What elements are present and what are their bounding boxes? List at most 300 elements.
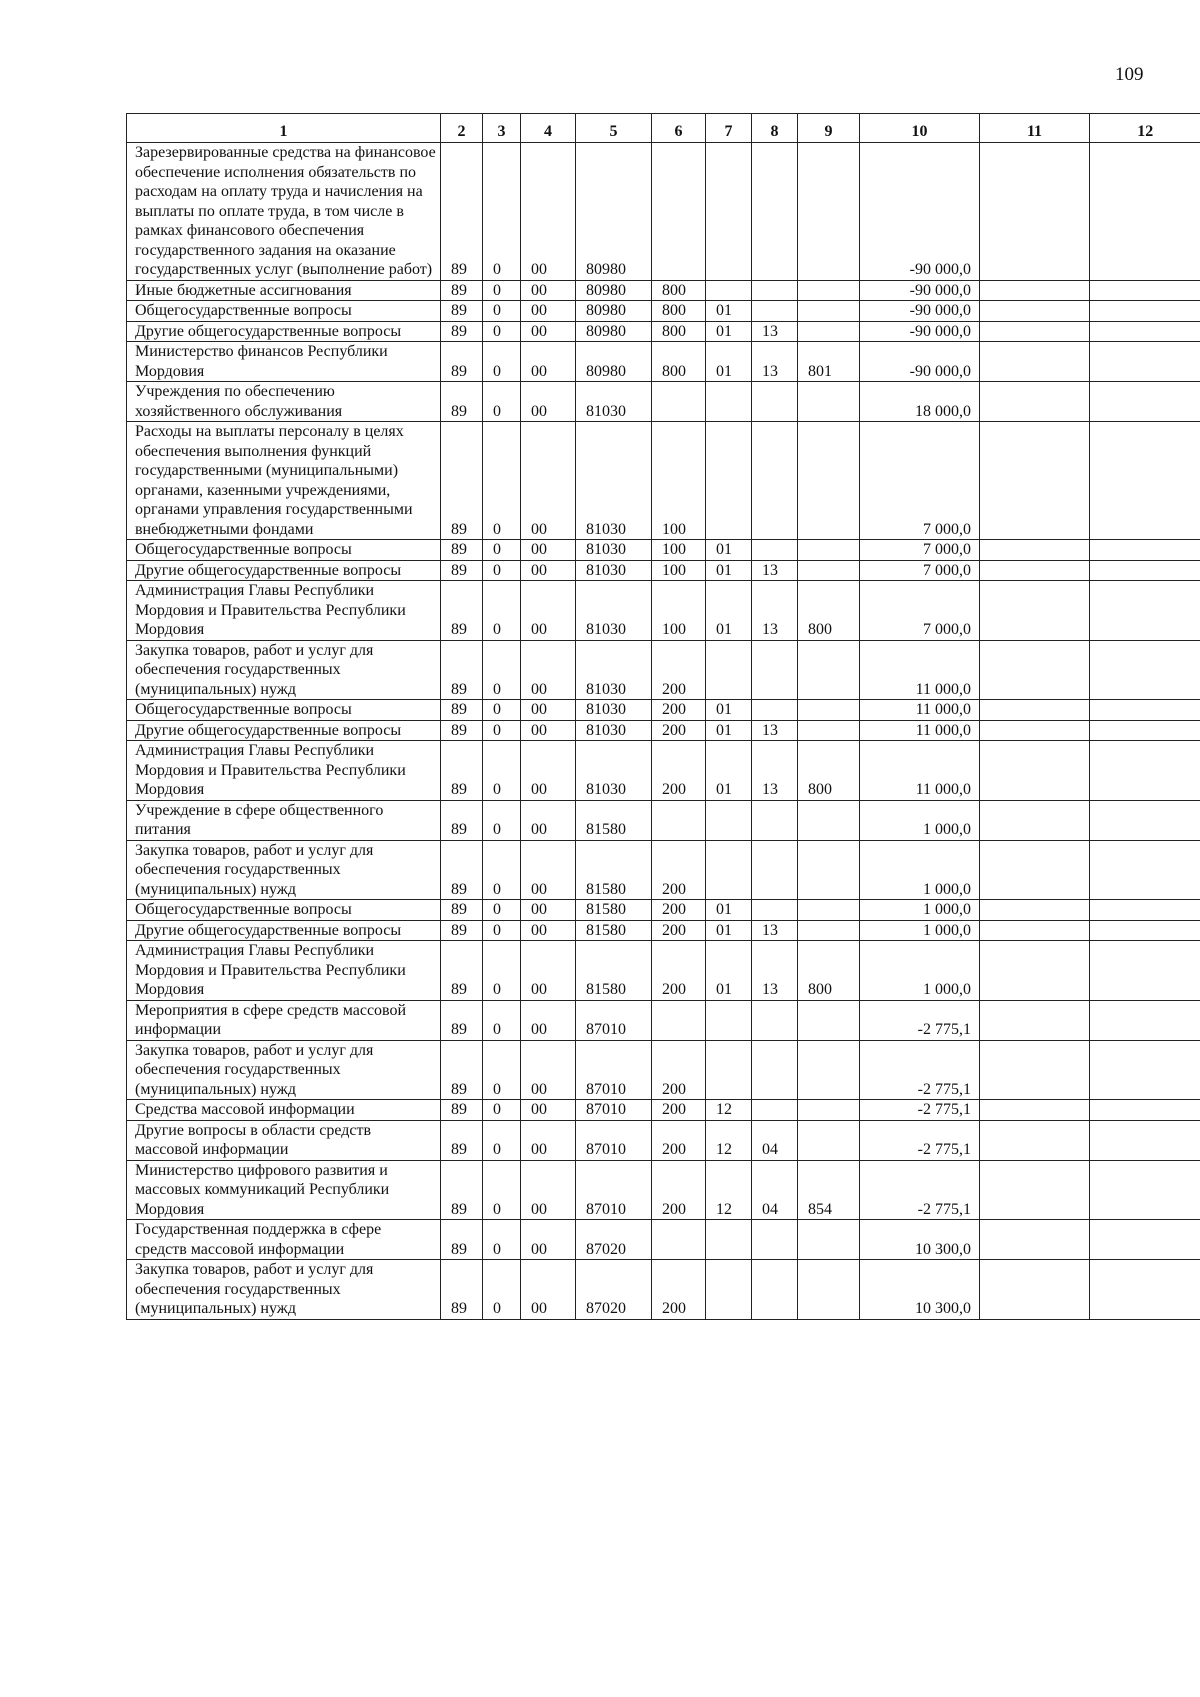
row-code-c3: 0 bbox=[483, 581, 521, 641]
row-code-c3: 0 bbox=[483, 540, 521, 561]
row-code-c4: 00 bbox=[521, 900, 576, 921]
row-amount: 1 000,0 bbox=[860, 920, 980, 941]
row-amount: 10 300,0 bbox=[860, 1220, 980, 1260]
row-code-c5: 80980 bbox=[576, 143, 652, 281]
row-amount: 7 000,0 bbox=[860, 422, 980, 540]
row-code-c3: 0 bbox=[483, 321, 521, 342]
row-code-c6 bbox=[652, 382, 706, 422]
row-empty-c11 bbox=[980, 1120, 1090, 1160]
row-code-c9 bbox=[798, 800, 860, 840]
table-row bbox=[127, 301, 1200, 322]
row-code-c4: 00 bbox=[521, 700, 576, 721]
row-code-c6: 100 bbox=[652, 422, 706, 540]
row-code-c2: 89 bbox=[441, 741, 483, 801]
table-row bbox=[127, 941, 1200, 1001]
row-code-c4: 00 bbox=[521, 1100, 576, 1121]
row-code-c9 bbox=[798, 840, 860, 900]
row-empty-c12 bbox=[1090, 640, 1200, 700]
row-name: Общегосударственные вопросы bbox=[127, 700, 441, 721]
row-name: Средства массовой информации bbox=[127, 1100, 441, 1121]
row-code-c9 bbox=[798, 1000, 860, 1040]
row-code-c3: 0 bbox=[483, 1220, 521, 1260]
row-code-c4: 00 bbox=[521, 581, 576, 641]
row-code-c8 bbox=[752, 900, 798, 921]
row-code-c8: 13 bbox=[752, 920, 798, 941]
row-code-c2: 89 bbox=[441, 800, 483, 840]
row-code-c5: 87010 bbox=[576, 1160, 652, 1220]
row-empty-c11 bbox=[980, 741, 1090, 801]
row-code-c3: 0 bbox=[483, 280, 521, 301]
row-empty-c11 bbox=[980, 1220, 1090, 1260]
row-code-c6: 200 bbox=[652, 640, 706, 700]
row-empty-c12 bbox=[1090, 741, 1200, 801]
row-code-c4: 00 bbox=[521, 342, 576, 382]
row-name: Мероприятия в сфере средств массовой информации bbox=[127, 1000, 441, 1040]
row-amount: 11 000,0 bbox=[860, 700, 980, 721]
row-amount: -90 000,0 bbox=[860, 301, 980, 322]
row-code-c8 bbox=[752, 800, 798, 840]
row-code-c8 bbox=[752, 301, 798, 322]
row-code-c9 bbox=[798, 920, 860, 941]
row-code-c3: 0 bbox=[483, 900, 521, 921]
row-code-c5: 81030 bbox=[576, 382, 652, 422]
row-code-c5: 87010 bbox=[576, 1100, 652, 1121]
row-code-c6: 200 bbox=[652, 900, 706, 921]
row-amount: -90 000,0 bbox=[860, 321, 980, 342]
row-empty-c12 bbox=[1090, 382, 1200, 422]
row-code-c6: 800 bbox=[652, 321, 706, 342]
header-row bbox=[127, 114, 1200, 143]
table-row bbox=[127, 1100, 1200, 1121]
row-code-c4: 00 bbox=[521, 382, 576, 422]
row-name: Администрация Главы Республики Мордовия и Правительства Республики Мордовия bbox=[127, 941, 441, 1001]
row-empty-c11 bbox=[980, 941, 1090, 1001]
row-empty-c11 bbox=[980, 321, 1090, 342]
row-code-c4: 00 bbox=[521, 941, 576, 1001]
row-code-c5: 81030 bbox=[576, 422, 652, 540]
page-number: 109 bbox=[1115, 64, 1144, 85]
row-code-c8: 13 bbox=[752, 941, 798, 1001]
row-code-c5: 80980 bbox=[576, 342, 652, 382]
row-code-c5: 81580 bbox=[576, 840, 652, 900]
row-code-c3: 0 bbox=[483, 741, 521, 801]
row-code-c9: 800 bbox=[798, 581, 860, 641]
row-amount: -2 775,1 bbox=[860, 1000, 980, 1040]
row-code-c3: 0 bbox=[483, 422, 521, 540]
row-code-c6: 200 bbox=[652, 920, 706, 941]
row-code-c6: 200 bbox=[652, 1100, 706, 1121]
row-code-c8 bbox=[752, 143, 798, 281]
row-code-c2: 89 bbox=[441, 560, 483, 581]
row-code-c7: 01 bbox=[706, 540, 752, 561]
table-row bbox=[127, 640, 1200, 700]
row-code-c5: 81030 bbox=[576, 581, 652, 641]
row-code-c6: 200 bbox=[652, 1160, 706, 1220]
row-name: Другие общегосударственные вопросы bbox=[127, 920, 441, 941]
row-code-c5: 80980 bbox=[576, 301, 652, 322]
row-empty-c12 bbox=[1090, 941, 1200, 1001]
row-code-c8 bbox=[752, 422, 798, 540]
table-row bbox=[127, 920, 1200, 941]
row-amount: 7 000,0 bbox=[860, 540, 980, 561]
row-code-c2: 89 bbox=[441, 581, 483, 641]
row-empty-c12 bbox=[1090, 342, 1200, 382]
row-code-c7: 01 bbox=[706, 700, 752, 721]
row-code-c4: 00 bbox=[521, 800, 576, 840]
row-code-c5: 87010 bbox=[576, 1000, 652, 1040]
row-code-c8 bbox=[752, 700, 798, 721]
row-amount: 10 300,0 bbox=[860, 1260, 980, 1320]
table-row bbox=[127, 700, 1200, 721]
table-row bbox=[127, 840, 1200, 900]
row-code-c3: 0 bbox=[483, 1120, 521, 1160]
row-code-c5: 81030 bbox=[576, 720, 652, 741]
row-code-c2: 89 bbox=[441, 1220, 483, 1260]
column-header: 4 bbox=[521, 114, 576, 143]
row-code-c4: 00 bbox=[521, 741, 576, 801]
row-empty-c12 bbox=[1090, 700, 1200, 721]
row-name: Расходы на выплаты персоналу в целях обеспечения выполнения функций государственными (муниципальными) органами, казенными учреждениями, органами управления государственными внебюджетными фондами bbox=[127, 422, 441, 540]
row-code-c7 bbox=[706, 1220, 752, 1260]
row-code-c8: 13 bbox=[752, 741, 798, 801]
row-empty-c12 bbox=[1090, 1260, 1200, 1320]
row-code-c6: 100 bbox=[652, 560, 706, 581]
row-code-c2: 89 bbox=[441, 540, 483, 561]
row-code-c6: 800 bbox=[652, 280, 706, 301]
row-code-c4: 00 bbox=[521, 1120, 576, 1160]
row-code-c4: 00 bbox=[521, 840, 576, 900]
row-code-c8: 13 bbox=[752, 720, 798, 741]
row-code-c8 bbox=[752, 640, 798, 700]
row-code-c3: 0 bbox=[483, 840, 521, 900]
column-header: 3 bbox=[483, 114, 521, 143]
table-row bbox=[127, 1040, 1200, 1100]
row-code-c5: 81580 bbox=[576, 920, 652, 941]
row-code-c4: 00 bbox=[521, 1000, 576, 1040]
row-code-c6: 200 bbox=[652, 1260, 706, 1320]
row-empty-c11 bbox=[980, 1040, 1090, 1100]
row-empty-c12 bbox=[1090, 560, 1200, 581]
row-code-c4: 00 bbox=[521, 1220, 576, 1260]
table-row bbox=[127, 280, 1200, 301]
row-code-c9 bbox=[798, 382, 860, 422]
row-code-c3: 0 bbox=[483, 1040, 521, 1100]
row-code-c7: 01 bbox=[706, 301, 752, 322]
column-header: 1 bbox=[127, 114, 441, 143]
row-code-c2: 89 bbox=[441, 1040, 483, 1100]
row-code-c7: 01 bbox=[706, 342, 752, 382]
row-empty-c11 bbox=[980, 840, 1090, 900]
row-code-c3: 0 bbox=[483, 640, 521, 700]
row-name: Общегосударственные вопросы bbox=[127, 540, 441, 561]
row-code-c9 bbox=[798, 560, 860, 581]
column-header: 10 bbox=[860, 114, 980, 143]
row-code-c2: 89 bbox=[441, 301, 483, 322]
row-empty-c11 bbox=[980, 342, 1090, 382]
row-code-c9 bbox=[798, 143, 860, 281]
row-code-c4: 00 bbox=[521, 143, 576, 281]
row-name: Министерство цифрового развития и массовых коммуникаций Республики Мордовия bbox=[127, 1160, 441, 1220]
row-empty-c12 bbox=[1090, 1120, 1200, 1160]
row-name: Учреждения по обеспечению хозяйственного обслуживания bbox=[127, 382, 441, 422]
row-code-c2: 89 bbox=[441, 900, 483, 921]
row-amount: 1 000,0 bbox=[860, 900, 980, 921]
row-empty-c11 bbox=[980, 1260, 1090, 1320]
row-code-c7 bbox=[706, 143, 752, 281]
row-code-c6: 100 bbox=[652, 540, 706, 561]
row-code-c4: 00 bbox=[521, 1040, 576, 1100]
row-amount: -2 775,1 bbox=[860, 1100, 980, 1121]
row-code-c7 bbox=[706, 280, 752, 301]
row-code-c2: 89 bbox=[441, 920, 483, 941]
row-code-c3: 0 bbox=[483, 342, 521, 382]
table-row bbox=[127, 1220, 1200, 1260]
table-row bbox=[127, 741, 1200, 801]
row-code-c6: 800 bbox=[652, 342, 706, 382]
table-row bbox=[127, 382, 1200, 422]
row-code-c3: 0 bbox=[483, 560, 521, 581]
row-empty-c12 bbox=[1090, 1040, 1200, 1100]
row-code-c7: 01 bbox=[706, 941, 752, 1001]
budget-table bbox=[126, 113, 1200, 1320]
row-code-c6: 200 bbox=[652, 741, 706, 801]
row-name: Закупка товаров, работ и услуг для обеспечения государственных (муниципальных) нужд bbox=[127, 1040, 441, 1100]
row-name: Учреждение в сфере общественного питания bbox=[127, 800, 441, 840]
row-code-c6 bbox=[652, 143, 706, 281]
row-code-c7 bbox=[706, 640, 752, 700]
row-code-c5: 81030 bbox=[576, 560, 652, 581]
row-name: Закупка товаров, работ и услуг для обеспечения государственных (муниципальных) нужд bbox=[127, 640, 441, 700]
row-code-c9 bbox=[798, 700, 860, 721]
row-code-c6: 100 bbox=[652, 581, 706, 641]
column-header: 9 bbox=[798, 114, 860, 143]
table-row bbox=[127, 422, 1200, 540]
row-code-c5: 87010 bbox=[576, 1120, 652, 1160]
row-code-c2: 89 bbox=[441, 941, 483, 1001]
row-code-c5: 87020 bbox=[576, 1220, 652, 1260]
row-empty-c12 bbox=[1090, 422, 1200, 540]
row-empty-c12 bbox=[1090, 920, 1200, 941]
row-amount: 11 000,0 bbox=[860, 741, 980, 801]
row-amount: -2 775,1 bbox=[860, 1040, 980, 1100]
row-code-c8 bbox=[752, 1100, 798, 1121]
row-empty-c11 bbox=[980, 640, 1090, 700]
row-code-c5: 81030 bbox=[576, 700, 652, 721]
row-code-c6: 200 bbox=[652, 941, 706, 1001]
row-code-c4: 00 bbox=[521, 720, 576, 741]
row-amount: -90 000,0 bbox=[860, 280, 980, 301]
row-amount: -2 775,1 bbox=[860, 1120, 980, 1160]
row-code-c5: 80980 bbox=[576, 321, 652, 342]
row-empty-c11 bbox=[980, 720, 1090, 741]
row-code-c3: 0 bbox=[483, 1000, 521, 1040]
row-empty-c11 bbox=[980, 920, 1090, 941]
table-row bbox=[127, 1000, 1200, 1040]
row-name: Иные бюджетные ассигнования bbox=[127, 280, 441, 301]
row-code-c6: 200 bbox=[652, 720, 706, 741]
row-empty-c11 bbox=[980, 800, 1090, 840]
row-empty-c12 bbox=[1090, 540, 1200, 561]
row-empty-c12 bbox=[1090, 840, 1200, 900]
column-header: 5 bbox=[576, 114, 652, 143]
row-name: Другие общегосударственные вопросы bbox=[127, 560, 441, 581]
row-empty-c11 bbox=[980, 301, 1090, 322]
row-name: Министерство финансов Республики Мордовия bbox=[127, 342, 441, 382]
row-code-c4: 00 bbox=[521, 540, 576, 561]
row-code-c9 bbox=[798, 900, 860, 921]
table-row bbox=[127, 1160, 1200, 1220]
row-code-c4: 00 bbox=[521, 640, 576, 700]
row-code-c8: 04 bbox=[752, 1120, 798, 1160]
row-code-c4: 00 bbox=[521, 422, 576, 540]
row-code-c2: 89 bbox=[441, 280, 483, 301]
row-code-c3: 0 bbox=[483, 1100, 521, 1121]
row-code-c9 bbox=[798, 301, 860, 322]
row-code-c7 bbox=[706, 382, 752, 422]
row-code-c2: 89 bbox=[441, 1120, 483, 1160]
table-row bbox=[127, 540, 1200, 561]
row-code-c2: 89 bbox=[441, 342, 483, 382]
table-row bbox=[127, 1260, 1200, 1320]
row-code-c2: 89 bbox=[441, 1160, 483, 1220]
table-row bbox=[127, 581, 1200, 641]
row-amount: -2 775,1 bbox=[860, 1160, 980, 1220]
row-amount: 11 000,0 bbox=[860, 640, 980, 700]
row-code-c9 bbox=[798, 540, 860, 561]
row-code-c8 bbox=[752, 1040, 798, 1100]
row-code-c8 bbox=[752, 840, 798, 900]
row-code-c9 bbox=[798, 1220, 860, 1260]
row-code-c4: 00 bbox=[521, 1160, 576, 1220]
row-code-c5: 81030 bbox=[576, 540, 652, 561]
row-code-c8: 13 bbox=[752, 560, 798, 581]
row-code-c3: 0 bbox=[483, 1160, 521, 1220]
row-empty-c11 bbox=[980, 1160, 1090, 1220]
table-row bbox=[127, 900, 1200, 921]
column-header: 7 bbox=[706, 114, 752, 143]
row-amount: 7 000,0 bbox=[860, 560, 980, 581]
row-name: Другие общегосударственные вопросы bbox=[127, 321, 441, 342]
row-name: Государственная поддержка в сфере средств массовой информации bbox=[127, 1220, 441, 1260]
row-code-c2: 89 bbox=[441, 143, 483, 281]
row-code-c3: 0 bbox=[483, 800, 521, 840]
row-amount: 1 000,0 bbox=[860, 941, 980, 1001]
row-code-c9 bbox=[798, 422, 860, 540]
row-code-c9: 854 bbox=[798, 1160, 860, 1220]
row-code-c4: 00 bbox=[521, 321, 576, 342]
table-row bbox=[127, 321, 1200, 342]
row-code-c8 bbox=[752, 540, 798, 561]
row-code-c7: 12 bbox=[706, 1100, 752, 1121]
row-code-c5: 81030 bbox=[576, 741, 652, 801]
table-row bbox=[127, 560, 1200, 581]
row-code-c7: 01 bbox=[706, 920, 752, 941]
table-row bbox=[127, 720, 1200, 741]
row-code-c9: 800 bbox=[798, 941, 860, 1001]
row-code-c7: 12 bbox=[706, 1160, 752, 1220]
table-body bbox=[127, 143, 1200, 1320]
row-empty-c12 bbox=[1090, 1000, 1200, 1040]
row-name: Администрация Главы Республики Мордовия и Правительства Республики Мордовия bbox=[127, 581, 441, 641]
row-empty-c11 bbox=[980, 581, 1090, 641]
row-code-c2: 89 bbox=[441, 321, 483, 342]
row-empty-c12 bbox=[1090, 301, 1200, 322]
row-code-c5: 87010 bbox=[576, 1040, 652, 1100]
table-row bbox=[127, 1120, 1200, 1160]
row-code-c7 bbox=[706, 1260, 752, 1320]
row-code-c7 bbox=[706, 1000, 752, 1040]
column-header: 12 bbox=[1090, 114, 1200, 143]
row-code-c8: 13 bbox=[752, 342, 798, 382]
row-code-c5: 81580 bbox=[576, 941, 652, 1001]
row-amount: 1 000,0 bbox=[860, 840, 980, 900]
row-code-c6: 200 bbox=[652, 700, 706, 721]
row-code-c9 bbox=[798, 1120, 860, 1160]
row-amount: -90 000,0 bbox=[860, 143, 980, 281]
row-code-c7: 01 bbox=[706, 560, 752, 581]
row-empty-c12 bbox=[1090, 900, 1200, 921]
row-code-c9 bbox=[798, 1040, 860, 1100]
row-code-c7: 01 bbox=[706, 581, 752, 641]
row-empty-c12 bbox=[1090, 581, 1200, 641]
row-code-c3: 0 bbox=[483, 382, 521, 422]
row-empty-c12 bbox=[1090, 1220, 1200, 1260]
row-code-c6: 800 bbox=[652, 301, 706, 322]
row-code-c7: 01 bbox=[706, 720, 752, 741]
row-amount: 18 000,0 bbox=[860, 382, 980, 422]
row-code-c3: 0 bbox=[483, 301, 521, 322]
column-header: 8 bbox=[752, 114, 798, 143]
row-code-c3: 0 bbox=[483, 700, 521, 721]
row-empty-c11 bbox=[980, 540, 1090, 561]
row-code-c8 bbox=[752, 1220, 798, 1260]
row-empty-c12 bbox=[1090, 1160, 1200, 1220]
row-name: Администрация Главы Республики Мордовия и Правительства Республики Мордовия bbox=[127, 741, 441, 801]
row-code-c9 bbox=[798, 1260, 860, 1320]
row-empty-c11 bbox=[980, 382, 1090, 422]
row-code-c8: 13 bbox=[752, 321, 798, 342]
row-code-c7 bbox=[706, 422, 752, 540]
row-name: Общегосударственные вопросы bbox=[127, 900, 441, 921]
row-code-c2: 89 bbox=[441, 720, 483, 741]
column-header: 6 bbox=[652, 114, 706, 143]
row-code-c9 bbox=[798, 321, 860, 342]
row-code-c5: 81580 bbox=[576, 800, 652, 840]
row-code-c8 bbox=[752, 1260, 798, 1320]
row-empty-c11 bbox=[980, 560, 1090, 581]
row-code-c8: 04 bbox=[752, 1160, 798, 1220]
row-code-c4: 00 bbox=[521, 920, 576, 941]
row-code-c6: 200 bbox=[652, 840, 706, 900]
row-empty-c12 bbox=[1090, 143, 1200, 281]
row-code-c9 bbox=[798, 1100, 860, 1121]
row-empty-c12 bbox=[1090, 1100, 1200, 1121]
row-empty-c11 bbox=[980, 1100, 1090, 1121]
row-amount: 1 000,0 bbox=[860, 800, 980, 840]
row-code-c2: 89 bbox=[441, 1100, 483, 1121]
row-name: Зарезервированные средства на финансовое обеспечение исполнения обязательств по расходам на оплату труда и начисления на выплаты по оплате труда, в том числе в рамках финансового обеспечения государственного задания на оказание государственных услуг (выполнение работ) bbox=[127, 143, 441, 281]
row-code-c7: 01 bbox=[706, 741, 752, 801]
row-code-c2: 89 bbox=[441, 382, 483, 422]
row-code-c5: 81580 bbox=[576, 900, 652, 921]
row-code-c9: 801 bbox=[798, 342, 860, 382]
row-code-c9 bbox=[798, 280, 860, 301]
row-code-c5: 81030 bbox=[576, 640, 652, 700]
row-code-c8 bbox=[752, 280, 798, 301]
row-code-c4: 00 bbox=[521, 560, 576, 581]
row-code-c3: 0 bbox=[483, 941, 521, 1001]
row-empty-c11 bbox=[980, 280, 1090, 301]
